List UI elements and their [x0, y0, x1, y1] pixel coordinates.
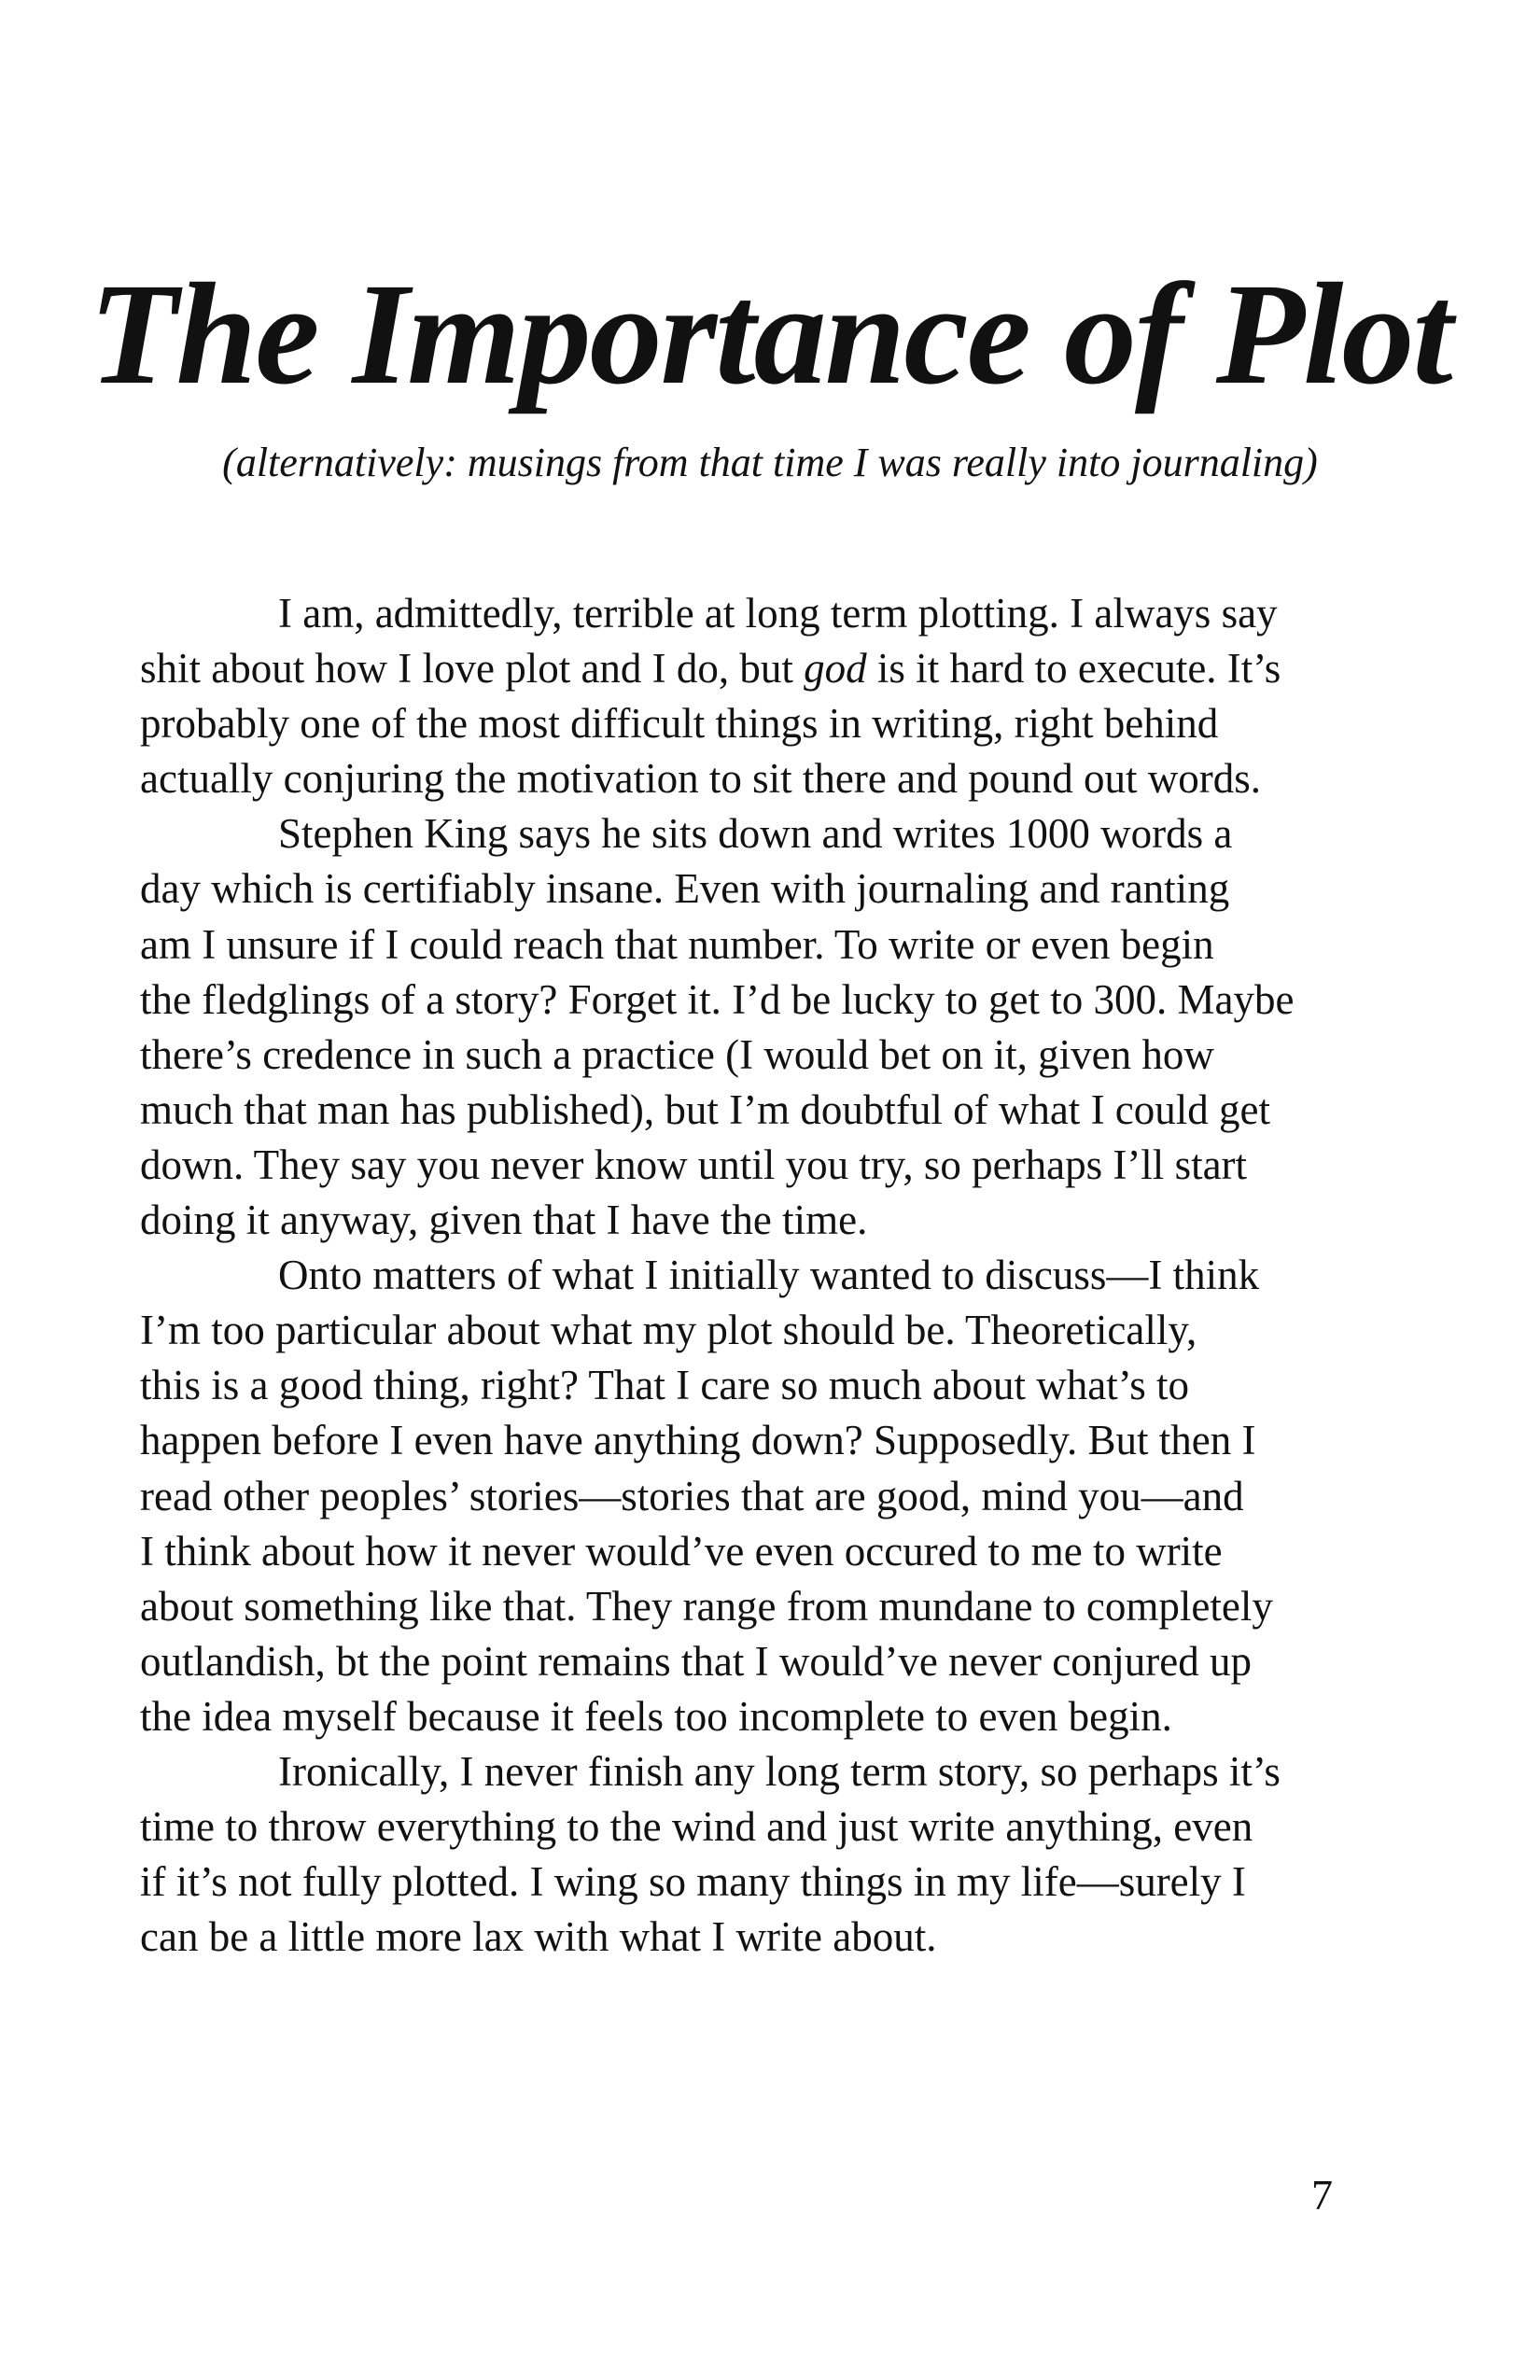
text-line: if it’s not fully plotted. I wing so many things in my life—surely I — [140, 1858, 1246, 1906]
text-line: doing it anyway, given that I have the time. — [140, 1197, 868, 1244]
text-line: the fledglings of a story? Forget it. I’d be lucky to get to 300. Maybe — [140, 975, 1295, 1023]
text-line: I’m too particular about what my plot should be. Theoretically, — [140, 1307, 1197, 1354]
text-line: down. They say you never know until you try, so perhaps I’ll start — [140, 1141, 1248, 1188]
chapter-title: The Importance of Plot — [89, 253, 1451, 414]
text-line: outlandish, bt the point remains that I would’ve never conjured up — [140, 1637, 1252, 1685]
text-line: much that man has published), but I’m doubtful of what I could get — [140, 1085, 1271, 1133]
text-line: this is a good thing, right? That I care so much about what’s to — [140, 1362, 1189, 1409]
page-number: 7 — [1311, 2171, 1333, 2219]
text-line: I think about how it never would’ve even occured to me to write — [140, 1527, 1223, 1575]
text-line: actually conjuring the motivation to sit there and pound out words. — [140, 755, 1262, 803]
text-line: Ironically, I never finish any long term story, so perhaps it’s — [278, 1747, 1281, 1795]
text-line: Onto matters of what I initially wanted to discuss—I think — [278, 1252, 1260, 1299]
body-text — [140, 586, 1400, 1965]
text-line: can be a little more lax with what I write about. — [140, 1913, 937, 1961]
text-line: shit about how I love plot and I do, but god is it hard to execute. It’s — [140, 645, 1281, 693]
text-line: time to throw everything to the wind and just write anything, even — [140, 1803, 1253, 1851]
text-line: there’s credence in such a practice (I would bet on it, given how — [140, 1030, 1214, 1078]
text-line: the idea myself because it feels too incomplete to even begin. — [140, 1692, 1172, 1740]
emphasized-word: god — [804, 645, 867, 693]
text-line: happen before I even have anything down? Supposedly. But then I — [140, 1417, 1256, 1464]
text-line: am I unsure if I could reach that number. To write or even begin — [140, 920, 1214, 968]
text-line: day which is certifiably insane. Even with journaling and ranting — [140, 865, 1230, 913]
text-line: I am, admittedly, terrible at long term plotting. I always say — [278, 590, 1278, 637]
text-line: about something like that. They range from mundane to completely — [140, 1582, 1273, 1630]
text-line: read other peoples’ stories—stories that are good, mind you—and — [140, 1472, 1244, 1519]
text-line: Stephen King says he sits down and writes 1000 words a — [278, 810, 1233, 858]
text-line: probably one of the most difficult things in writing, right behind — [140, 700, 1219, 748]
chapter-subtitle: (alternatively: musings from that time I was really into journaling) — [222, 440, 1318, 485]
